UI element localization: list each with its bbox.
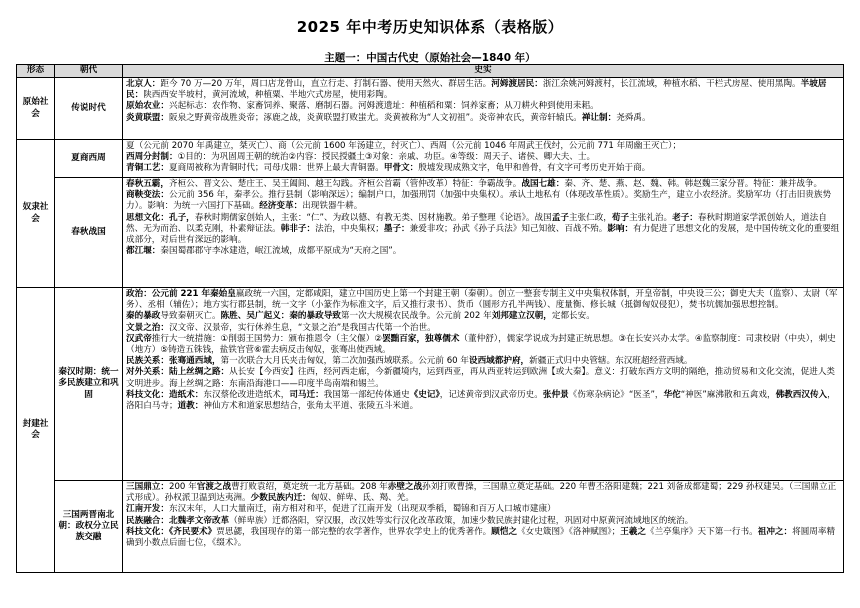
fact-text: 夏（公元前 2070 年禹建立，桀灭亡）、商（公元前 1600 年汤建立，纣灭亡）、西周（公元前 1046 年周武王伐纣，公元前 771 年周幽王灭亡）； xyxy=(126,141,682,151)
fact-keyword: 对外关系：陆上丝绸之路： xyxy=(126,367,230,378)
fact-keyword: 顾恺之 xyxy=(491,526,518,537)
fact-keyword: 江南开发： xyxy=(126,504,169,515)
fact-keyword: 设西域都护府， xyxy=(468,356,530,367)
table-row xyxy=(17,481,844,573)
dynasty-cell: 秦汉时期：统一多民族建立和巩固 xyxy=(55,288,123,481)
fact-text: 匈奴、鲜卑、氐、羯、羌。 xyxy=(310,493,414,504)
fact-text: 《兰亭集序》天下第一行书。 xyxy=(645,526,758,537)
fact-text: （董仲舒），儒家学说成为封建正统思想。③在长安兴办太学。④监察制度：司隶校尉（中央），刺史（地方）⑤铸造五铢钱，盐铁官营⑥霍去病反击匈奴，张骞出使西域。 xyxy=(126,333,836,356)
fact-line xyxy=(126,141,840,152)
fact-text: “神医”麻沸散和五禽戏， xyxy=(680,389,776,400)
fact-line xyxy=(126,179,840,190)
fact-keyword: 战国七雄： xyxy=(521,179,565,189)
fact-text: 神仙方术和道家思想结合，张角太平道、张陵五斗米道。 xyxy=(203,401,419,412)
fact-line xyxy=(126,79,840,101)
dynasty-cell: 传说时代 xyxy=(55,78,123,140)
fact-text: 东汉蔡伦改进造纸术， xyxy=(203,389,290,400)
fact-keyword: 河姆渡居民： xyxy=(491,79,543,89)
fact-text: （鲜卑族）迁都洛阳，穿汉服，改汉姓等实行汉化改革政策，加速少数民族封建化过程，巩固对中原黄河流域地区的统治。 xyxy=(229,515,694,526)
fact-keyword: 《齐民要术》 xyxy=(168,526,217,537)
fact-keyword: 刘邦建立汉朝， xyxy=(491,311,552,322)
fact-text: 第一次联合大月氏夹击匈奴，第二次加强西域联系。公元前 60 年 xyxy=(220,356,469,367)
fact-text: ①目的：为巩固周王朝的统治②内容：授民授疆土③对象：亲戚、功臣。④等级：周天子、诸侯、卿大夫、士。 xyxy=(177,152,596,163)
fact-line xyxy=(126,323,840,334)
fact-keyword: 三国鼎立： xyxy=(126,482,169,492)
fact-keyword: 文景之治： xyxy=(126,322,169,333)
fact-text: 从长安【今西安】往西，经河西走廊，今新疆境内，运到西亚，再从西亚转运到欧洲【或大秦】。意义：打破东西方文明的隔绝，推动贸易和文化交流，促进人类文明进步。海上丝绸之路：东南沿海港口——印度半岛南端和锡兰。 xyxy=(126,367,836,389)
fact-keyword: 华佗 xyxy=(663,389,681,400)
fact-text: 第一次大规模农民战争。公元前 202 年 xyxy=(340,311,492,322)
fact-text: 孙刘打败曹操，三国鼎立奠定基础。220 年曹丕洛阳建魏；221 刘备成都建蜀；229 孙权建吴。（三国鼎立正式形成）。孙权派卫温到达夷洲。 xyxy=(126,482,837,504)
fact-keyword: 道教： xyxy=(177,401,204,412)
fact-keyword: 政治：公元前 221 年秦始皇 xyxy=(126,289,236,299)
fact-text: 出现铁器牛耕。 xyxy=(302,201,363,212)
fact-keyword: 青铜工艺： xyxy=(126,163,169,174)
fact-keyword: 少数民族内迁： xyxy=(250,493,311,504)
dynasty-cell: 三国两晋南北朝：政权分立民族交融 xyxy=(55,481,123,573)
fact-keyword: 司马迁： xyxy=(289,389,324,400)
fact-keyword: 韩非子： xyxy=(280,223,316,234)
fact-line xyxy=(126,390,840,412)
fact-keyword: 民族关系：张骞通西域， xyxy=(126,356,221,367)
fact-line xyxy=(126,482,840,504)
fact-text: ，洛阳白马寺； xyxy=(126,389,836,412)
document-title: 2025 年中考历史知识体系（表格版） xyxy=(296,18,564,36)
fact-line xyxy=(126,289,840,311)
fact-line xyxy=(126,246,840,257)
fact-keyword: 老子： xyxy=(672,212,698,223)
fact-keyword: 佛教西汉传入 xyxy=(775,389,828,400)
fact-keyword: 汉武帝 xyxy=(126,333,152,344)
fact-keyword: 《史记》 xyxy=(409,389,440,400)
fact-text: 曹打败袁绍，奠定统一北方基础。208 年 xyxy=(231,482,388,492)
fact-text: 秦国蜀郡郡守李冰建造，岷江流域，成都平原成为“天府之国”。 xyxy=(160,246,402,257)
history-table xyxy=(16,64,844,573)
fact-keyword: 陈胜、吴广起义： xyxy=(220,311,290,322)
form-cell: 原始社会 xyxy=(17,78,55,140)
fact-text: 陕西西安半坡村，黄河流域，种植粟、半地穴式房屋，使用彩陶。 xyxy=(143,90,393,101)
fact-line xyxy=(126,504,840,515)
fact-text: 嬴政统一六国，定都咸阳，建立中国历史上第一个封建王朝（秦朝）。创立一整套专制主义中央集权体制，开皇帝制，中央设三公；御史大夫（监察）、太尉（军务）、丞相（辅佐）；地方实行郡县制，统一文字（小篆作为标准文字，后又推行隶书）、货币（圆形方孔半两钱）、度量衡、修长城（抵御匈奴侵犯），焚书坑儒加强思想控制。 xyxy=(126,289,838,311)
table-row xyxy=(17,288,844,481)
fact-line xyxy=(126,190,840,212)
facts-cell xyxy=(123,140,844,178)
fact-line xyxy=(126,163,840,174)
fact-text: 齐桓公、晋文公、楚庄王、吴王阖闾、越王勾践。齐桓公首霸（管仲改革）特征：争霸战争。 xyxy=(168,179,522,189)
fact-line xyxy=(126,311,840,322)
header-facts: 史实 xyxy=(123,65,844,78)
fact-keyword: 北魏孝文帝改革 xyxy=(168,515,230,526)
fact-text: 推行大一统措施：①削弱王国势力：颁布推恩令（主父偃）② xyxy=(151,333,383,344)
facts-cell xyxy=(123,288,844,481)
fact-text: 兼爱非攻；孙武《孙子兵法》知己知彼、百战不殆。 xyxy=(409,223,608,234)
fact-keyword: 春秋五霸， xyxy=(126,179,169,189)
fact-keyword: 西周分封制： xyxy=(126,152,178,163)
fact-keyword: 半坡居民： xyxy=(126,79,827,101)
fact-text: 春秋时期儒家创始人，主张：“仁”、为政以德、有教无类、因材施教。弟子整理《论语》。战国 xyxy=(194,212,552,223)
fact-line xyxy=(126,113,840,124)
fact-keyword: 荀子 xyxy=(611,212,630,223)
fact-keyword: 商鞅变法： xyxy=(126,190,169,201)
fact-line xyxy=(126,152,840,163)
fact-text: ，记述黄帝到汉武帝历史。 xyxy=(439,389,543,400)
fact-text: 新疆正式归中央管辖。东汉班超经营西域。 xyxy=(529,356,693,367)
fact-keyword: 赤壁之战 xyxy=(387,482,423,492)
document-subtitle: 主题一：中国古代史（原始社会—1840 年） xyxy=(324,52,536,64)
fact-keyword: 王羲之 xyxy=(620,526,646,537)
fact-line xyxy=(126,516,840,527)
fact-keyword: 民族融合： xyxy=(126,515,169,526)
fact-text: 夏商周被称为青铜时代；司母戊鼎：世界上最大青铜器。 xyxy=(168,163,384,174)
fact-keyword: 思想文化：孔子， xyxy=(126,212,195,223)
fact-keyword: 官渡之战 xyxy=(196,482,232,492)
fact-keyword: 北京人： xyxy=(126,79,161,89)
fact-text: 兴起标志：农作物、家畜饲养、聚落、磨制石器。河姆渡遗址：种植稻和粟：饲养家畜；从刀耕火种到使用耒耜。 xyxy=(168,101,599,112)
fact-text: 殷墟发现成熟文字，龟甲和兽骨，有文字可考历史开始于商。 xyxy=(418,163,651,174)
fact-text: 主张仁政， xyxy=(568,212,612,223)
fact-text: 法治，中央集权； xyxy=(315,223,384,234)
fact-keyword: 禅让制： xyxy=(581,112,617,123)
fact-text: 定都长安。 xyxy=(551,311,595,322)
table-row xyxy=(17,178,844,288)
header-form: 形态 xyxy=(17,65,55,78)
fact-keyword: 罢黜百家，独尊儒术 xyxy=(382,333,460,344)
fact-keyword: 科技文化： xyxy=(126,526,169,537)
fact-keyword: 原始农业： xyxy=(126,101,169,112)
fact-keyword: 甲骨文： xyxy=(383,163,419,174)
fact-text: 阪泉之野黄帝战胜炎帝；涿鹿之战，炎黄联盟打败蚩尤。炎黄被称为“人文初祖”。炎帝神农氏，黄帝轩辕氏。 xyxy=(168,112,582,123)
fact-keyword: 科技文化：造纸术： xyxy=(126,389,204,400)
fact-keyword: 张仲景 xyxy=(542,389,569,400)
fact-keyword: 都江堰： xyxy=(126,246,161,257)
fact-line xyxy=(126,213,840,247)
fact-keyword: 炎黄联盟： xyxy=(126,112,169,123)
dynasty-cell: 春秋战国 xyxy=(55,178,123,288)
fact-text: 贾思勰，我国现存的第一部完整的农学著作，世界农学史上的优秀著作。 xyxy=(216,526,492,537)
fact-keyword: 秦的暴政导致 xyxy=(289,311,341,322)
fact-line xyxy=(126,356,840,367)
fact-text: 200 年 xyxy=(168,482,197,492)
fact-line xyxy=(126,101,840,112)
fact-text: 将圆周率精确到小数点后面七位，《缀术》。 xyxy=(126,526,836,549)
fact-text: 距今 70 万—20 万年，周口店龙骨山，直立行走、打制石器、使用天然火、群居生活。 xyxy=(160,79,492,89)
fact-keyword: 秦的暴政 xyxy=(126,311,161,322)
dynasty-cell: 夏商西周 xyxy=(55,140,123,178)
table-row xyxy=(17,140,844,178)
fact-text: 秦、齐、楚、燕、赵、魏、韩。韩赵魏三家分晋。特征：兼并战争。 xyxy=(564,179,823,189)
fact-line xyxy=(126,334,840,356)
fact-text: 浙江余姚河姆渡村，长江流域，种植水稻、干栏式房屋、使用黑陶。 xyxy=(542,79,801,89)
fact-text: 我国第一部纪传体通史 xyxy=(323,389,410,400)
table-row xyxy=(17,78,844,140)
table-header-row xyxy=(17,65,844,78)
form-cell: 奴隶社会 xyxy=(17,140,55,288)
fact-keyword: 孟子 xyxy=(551,212,569,223)
fact-text: 有力促进了思想文化的发展，是中国传统文化的重要组成部分，对后世有深远的影响。 xyxy=(126,223,840,246)
fact-text: 尧舜禹。 xyxy=(616,112,651,123)
form-cell: 封建社会 xyxy=(17,288,55,573)
fact-text: 主张礼治。 xyxy=(629,212,673,223)
fact-line xyxy=(126,367,840,389)
facts-cell xyxy=(123,78,844,140)
facts-cell xyxy=(123,178,844,288)
fact-keyword: 墨子： xyxy=(383,223,410,234)
fact-text: 公元前 356 年，秦孝公。推行县制（影响深远）；编制户口，加强刑罚（加强中央集权）。承认土地私有（体现改革性质）。奖励生产，建立小农经济。奖励军功（打击旧贵族势力）。影响：为统一六国打下基础。 xyxy=(126,190,832,212)
fact-keyword: 影响： xyxy=(607,223,634,234)
facts-cell xyxy=(123,481,844,573)
fact-line xyxy=(126,527,840,549)
fact-text: 《伤寒杂病论》“医圣”， xyxy=(568,389,664,400)
fact-keyword: 经济变革： xyxy=(259,201,303,212)
fact-text: 汉文帝、汉景帝，实行休养生息，“文景之治”是我国古代第一个治世。 xyxy=(168,322,436,333)
fact-text: 春秋时期道家学派创始人，道法自然、无为而治、以柔克刚，朴素辩证法。 xyxy=(126,212,827,234)
header-dynasty: 朝代 xyxy=(55,65,123,78)
fact-text: 《女史箴图》《洛神赋图》； xyxy=(517,526,621,537)
fact-text: 导致秦朝灭亡。 xyxy=(160,311,221,322)
fact-text: 东汉末年，人口大量南迁，南方相对和平，促进了江南开发（出现双季稻，蜀锦和百万人口城市建康） xyxy=(168,504,556,515)
fact-keyword: 祖冲之： xyxy=(757,526,793,537)
